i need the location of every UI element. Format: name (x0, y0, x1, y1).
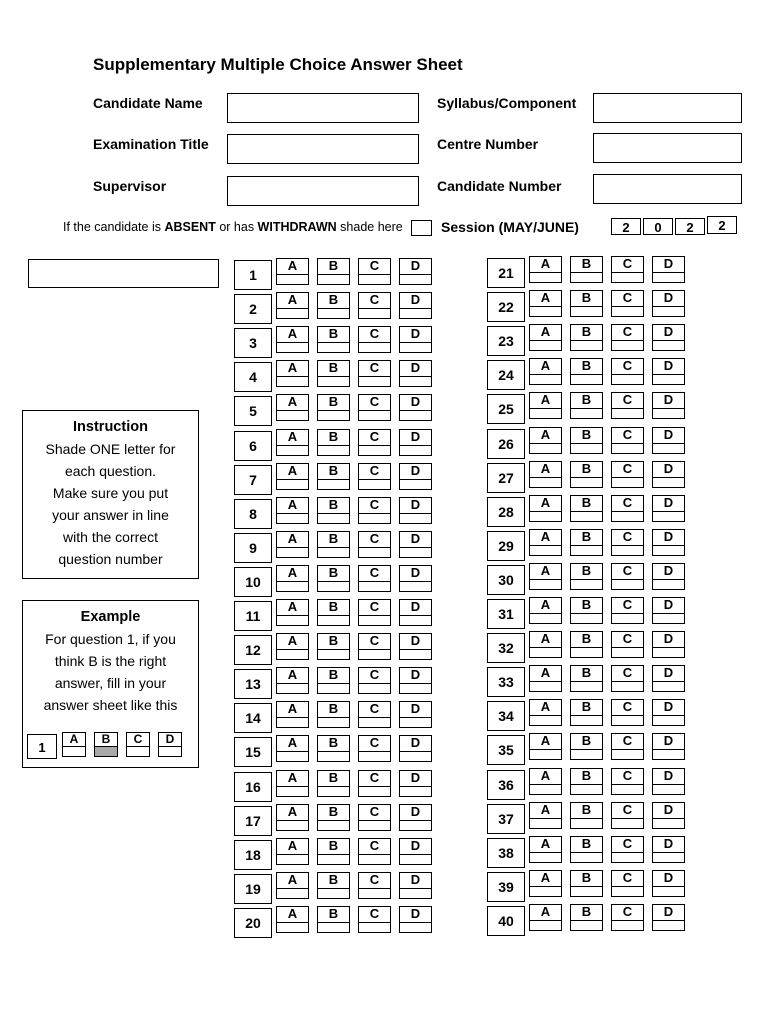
session-year-digit: 2 (675, 218, 705, 235)
answer-option-b[interactable]: B (570, 358, 603, 385)
question-row (234, 258, 434, 292)
answer-option-d[interactable]: D (652, 256, 685, 283)
question-number: 37 (487, 804, 525, 834)
answer-option-b[interactable]: B (570, 529, 603, 556)
answer-option-c[interactable]: C (611, 290, 644, 317)
answer-option-c[interactable]: C (611, 529, 644, 556)
answer-option-a[interactable]: A (276, 531, 309, 558)
answer-option-a[interactable]: A (529, 768, 562, 795)
answer-option-a[interactable]: A (529, 256, 562, 283)
instruction-line: Shade ONE letter for (45, 441, 176, 457)
answer-option-b[interactable]: B (317, 531, 350, 558)
answer-option-a[interactable]: A (529, 358, 562, 385)
answer-option-d[interactable]: D (652, 290, 685, 317)
examination-title-label: Examination Title (93, 136, 209, 152)
answer-option-a[interactable]: A (276, 667, 309, 694)
answer-option-c[interactable]: C (358, 735, 391, 762)
example-option-b-shaded: B (94, 732, 118, 757)
answer-option-b[interactable]: B (317, 326, 350, 353)
question-number: 5 (234, 396, 272, 426)
question-row (487, 802, 687, 836)
question-row (487, 699, 687, 733)
question-number: 2 (234, 294, 272, 324)
question-row (234, 667, 434, 701)
answer-option-d[interactable]: D (399, 599, 432, 626)
answer-option-d[interactable]: D (399, 838, 432, 865)
example-question-number: 1 (27, 734, 57, 759)
answer-option-b[interactable]: B (317, 258, 350, 285)
answer-option-d[interactable]: D (399, 770, 432, 797)
sheet-title: Supplementary Multiple Choice Answer Sheet (93, 55, 463, 74)
answer-option-d[interactable]: D (652, 324, 685, 351)
answer-option-c[interactable]: C (358, 360, 391, 387)
answer-option-c[interactable]: C (358, 701, 391, 728)
answer-option-d[interactable]: D (652, 768, 685, 795)
answer-option-b[interactable]: B (570, 699, 603, 726)
answer-option-c[interactable]: C (611, 768, 644, 795)
answer-option-d[interactable]: D (652, 392, 685, 419)
answer-option-a[interactable]: A (276, 360, 309, 387)
answer-option-c[interactable]: C (611, 358, 644, 385)
answer-option-a[interactable]: A (529, 529, 562, 556)
answer-option-d[interactable]: D (652, 597, 685, 624)
answer-option-c[interactable]: C (611, 563, 644, 590)
question-row (234, 394, 434, 428)
question-row (234, 633, 434, 667)
answer-option-a[interactable]: A (276, 770, 309, 797)
answer-option-c[interactable]: C (611, 802, 644, 829)
answer-option-b[interactable]: B (317, 735, 350, 762)
answer-option-a[interactable]: A (276, 565, 309, 592)
answer-option-d[interactable]: D (652, 802, 685, 829)
answer-option-b[interactable]: B (570, 461, 603, 488)
answer-option-d[interactable]: D (399, 633, 432, 660)
question-number: 6 (234, 431, 272, 461)
answer-option-d[interactable]: D (652, 733, 685, 760)
question-number: 31 (487, 599, 525, 629)
answer-option-a[interactable]: A (276, 463, 309, 490)
question-row (487, 256, 687, 290)
answer-option-a[interactable]: A (529, 597, 562, 624)
instruction-line: each question. (64, 463, 157, 479)
answer-option-c[interactable]: C (611, 461, 644, 488)
answer-option-a[interactable]: A (276, 599, 309, 626)
question-row (487, 836, 687, 870)
question-number: 14 (234, 703, 272, 733)
question-row (487, 324, 687, 358)
answer-option-b[interactable]: B (570, 290, 603, 317)
example-row (27, 732, 192, 760)
answer-option-d[interactable]: D (399, 258, 432, 285)
candidate-number-field[interactable] (593, 174, 742, 204)
answer-option-b[interactable]: B (570, 324, 603, 351)
answer-option-c[interactable]: C (611, 427, 644, 454)
answer-option-a[interactable]: A (529, 392, 562, 419)
answer-option-d[interactable]: D (652, 699, 685, 726)
question-number: 12 (234, 635, 272, 665)
question-number: 20 (234, 908, 272, 938)
answer-option-b[interactable]: B (570, 427, 603, 454)
answer-option-b[interactable]: B (570, 597, 603, 624)
question-row (234, 565, 434, 599)
answer-option-c[interactable]: C (358, 258, 391, 285)
answer-option-a[interactable]: A (276, 872, 309, 899)
answer-option-c[interactable]: C (611, 699, 644, 726)
answer-option-c[interactable]: C (358, 463, 391, 490)
question-number: 22 (487, 292, 525, 322)
absent-checkbox[interactable] (411, 220, 432, 236)
answer-option-a[interactable]: A (529, 836, 562, 863)
answer-option-d[interactable]: D (652, 631, 685, 658)
session-year-digit: 2 (707, 216, 737, 234)
centre-number-field[interactable] (593, 133, 742, 163)
answer-option-c[interactable]: C (611, 392, 644, 419)
absent-instruction: If the candidate is ABSENT or has WITHDRAWN shade here (63, 220, 403, 234)
question-number: 3 (234, 328, 272, 358)
answer-option-a[interactable]: A (276, 906, 309, 933)
question-number: 18 (234, 840, 272, 870)
example-option-d: D (158, 732, 182, 757)
answer-option-b[interactable]: B (570, 563, 603, 590)
answer-option-c[interactable]: C (611, 870, 644, 897)
question-row (234, 429, 434, 463)
example-line: For question 1, if you (45, 631, 176, 647)
answer-option-b[interactable]: B (570, 392, 603, 419)
question-number: 10 (234, 567, 272, 597)
question-row (234, 735, 434, 769)
answer-option-a[interactable]: A (529, 631, 562, 658)
question-number: 9 (234, 533, 272, 563)
question-number: 39 (487, 872, 525, 902)
answer-option-c[interactable]: C (611, 836, 644, 863)
question-number: 17 (234, 806, 272, 836)
question-row (234, 770, 434, 804)
answer-option-c[interactable]: C (358, 804, 391, 831)
answer-option-a[interactable]: A (276, 292, 309, 319)
answer-option-c[interactable]: C (611, 904, 644, 931)
answer-option-a[interactable]: A (276, 838, 309, 865)
answer-option-b[interactable]: B (570, 836, 603, 863)
question-number: 21 (487, 258, 525, 288)
instruction-line: Make sure you put (52, 485, 169, 501)
answer-option-c[interactable]: C (358, 531, 391, 558)
answer-option-b[interactable]: B (317, 667, 350, 694)
answer-option-c[interactable]: C (611, 597, 644, 624)
answer-option-a[interactable]: A (529, 324, 562, 351)
question-row (487, 631, 687, 665)
answer-option-a[interactable]: A (529, 495, 562, 522)
answer-option-d[interactable]: D (399, 326, 432, 353)
answer-option-b[interactable]: B (317, 497, 350, 524)
answer-option-c[interactable]: C (611, 495, 644, 522)
answer-option-c[interactable]: C (358, 326, 391, 353)
question-number: 19 (234, 874, 272, 904)
question-row (234, 463, 434, 497)
answer-option-d[interactable]: D (652, 461, 685, 488)
answer-option-a[interactable]: A (529, 665, 562, 692)
answer-option-a[interactable]: A (529, 870, 562, 897)
answer-option-a[interactable]: A (529, 699, 562, 726)
session-year-digit: 0 (643, 218, 673, 235)
answer-option-b[interactable]: B (317, 360, 350, 387)
blank-entry-box[interactable] (28, 259, 219, 288)
answer-option-c[interactable]: C (358, 906, 391, 933)
question-row (487, 870, 687, 904)
answer-option-b[interactable]: B (317, 804, 350, 831)
answer-option-d[interactable]: D (652, 836, 685, 863)
answer-option-d[interactable]: D (399, 531, 432, 558)
answer-option-c[interactable]: C (358, 633, 391, 660)
question-number: 38 (487, 838, 525, 868)
question-number: 34 (487, 701, 525, 731)
answer-option-d[interactable]: D (652, 870, 685, 897)
answer-option-a[interactable]: A (276, 497, 309, 524)
answer-option-d[interactable]: D (652, 358, 685, 385)
answer-option-a[interactable]: A (276, 258, 309, 285)
answer-option-c[interactable]: C (358, 394, 391, 421)
question-number: 23 (487, 326, 525, 356)
question-row (234, 326, 434, 360)
answer-option-d[interactable]: D (399, 735, 432, 762)
candidate-name-label: Candidate Name (93, 95, 203, 111)
answer-option-b[interactable]: B (317, 599, 350, 626)
answer-option-c[interactable]: C (358, 292, 391, 319)
question-number: 32 (487, 633, 525, 663)
question-number: 25 (487, 394, 525, 424)
answer-option-d[interactable]: D (399, 906, 432, 933)
question-row (487, 665, 687, 699)
question-number: 29 (487, 531, 525, 561)
centre-number-label: Centre Number (437, 136, 539, 152)
answer-option-b[interactable]: B (570, 733, 603, 760)
answer-option-a[interactable]: A (276, 326, 309, 353)
question-number: 15 (234, 737, 272, 767)
example-heading: Example (80, 609, 141, 625)
question-row (234, 531, 434, 565)
example-line: answer, fill in your (54, 675, 167, 691)
answer-option-d[interactable]: D (652, 665, 685, 692)
question-number: 8 (234, 499, 272, 529)
question-number: 26 (487, 429, 525, 459)
answer-option-d[interactable]: D (399, 360, 432, 387)
answer-option-c[interactable]: C (358, 497, 391, 524)
answer-option-d[interactable]: D (399, 872, 432, 899)
question-row (234, 838, 434, 872)
question-row (234, 360, 434, 394)
answer-option-c[interactable]: C (611, 631, 644, 658)
answer-option-d[interactable]: D (652, 904, 685, 931)
answer-option-c[interactable]: C (611, 733, 644, 760)
syllabus-component-field[interactable] (593, 93, 742, 123)
answer-option-c[interactable]: C (611, 324, 644, 351)
answer-option-b[interactable]: B (570, 665, 603, 692)
answer-option-c[interactable]: C (358, 667, 391, 694)
question-row (234, 292, 434, 326)
candidate-number-label: Candidate Number (437, 178, 562, 194)
answer-option-a[interactable]: A (276, 429, 309, 456)
answer-option-d[interactable]: D (652, 563, 685, 590)
answer-option-a[interactable]: A (529, 427, 562, 454)
answer-option-a[interactable]: A (529, 733, 562, 760)
answer-option-a[interactable]: A (276, 701, 309, 728)
session-label: Session (MAY/JUNE) (441, 219, 579, 235)
examination-title-field[interactable] (227, 134, 419, 164)
answer-option-b[interactable]: B (570, 495, 603, 522)
question-number: 33 (487, 667, 525, 697)
answer-option-b[interactable]: B (570, 870, 603, 897)
question-row (487, 461, 687, 495)
answer-option-b[interactable]: B (317, 838, 350, 865)
answer-option-d[interactable]: D (652, 495, 685, 522)
instruction-line: question number (58, 551, 163, 567)
answer-option-b[interactable]: B (317, 429, 350, 456)
answer-option-a[interactable]: A (276, 633, 309, 660)
question-number: 11 (234, 601, 272, 631)
question-row (487, 358, 687, 392)
answer-option-d[interactable]: D (399, 394, 432, 421)
example-option-a: A (62, 732, 86, 757)
example-option-c: C (126, 732, 150, 757)
answer-option-c[interactable]: C (358, 599, 391, 626)
answer-option-b[interactable]: B (317, 770, 350, 797)
answer-option-b[interactable]: B (317, 633, 350, 660)
answer-option-b[interactable]: B (317, 394, 350, 421)
instruction-line: your answer in line (52, 507, 169, 523)
answer-option-d[interactable]: D (652, 529, 685, 556)
answer-option-d[interactable]: D (399, 701, 432, 728)
answer-option-b[interactable]: B (317, 565, 350, 592)
question-row (234, 497, 434, 531)
question-number: 13 (234, 669, 272, 699)
answer-option-c[interactable]: C (358, 565, 391, 592)
answer-option-d[interactable]: D (652, 427, 685, 454)
answer-option-b[interactable]: B (570, 631, 603, 658)
question-row (234, 701, 434, 735)
question-row (234, 804, 434, 838)
answer-option-c[interactable]: C (358, 429, 391, 456)
question-number: 28 (487, 497, 525, 527)
answer-option-a[interactable]: A (529, 461, 562, 488)
answer-option-d[interactable]: D (399, 565, 432, 592)
instruction-panel (22, 410, 199, 579)
answer-option-d[interactable]: D (399, 804, 432, 831)
supervisor-field[interactable] (227, 176, 419, 206)
answer-option-b[interactable]: B (317, 872, 350, 899)
question-row (487, 427, 687, 461)
question-row (487, 733, 687, 767)
question-number: 4 (234, 362, 272, 392)
answer-option-c[interactable]: C (358, 770, 391, 797)
example-line: think B is the right (54, 653, 167, 669)
instruction-heading: Instruction (73, 419, 148, 435)
instruction-line: with the correct (63, 529, 158, 545)
answer-option-a[interactable]: A (276, 735, 309, 762)
answer-option-d[interactable]: D (399, 497, 432, 524)
question-row (487, 904, 687, 938)
question-number: 30 (487, 565, 525, 595)
answer-option-b[interactable]: B (570, 256, 603, 283)
question-row (487, 495, 687, 529)
question-row (234, 599, 434, 633)
question-row (487, 597, 687, 631)
answer-option-c[interactable]: C (611, 256, 644, 283)
question-number: 24 (487, 360, 525, 390)
answer-option-c[interactable]: C (358, 838, 391, 865)
supervisor-label: Supervisor (93, 178, 167, 194)
answer-option-b[interactable]: B (317, 906, 350, 933)
answer-option-d[interactable]: D (399, 667, 432, 694)
question-number: 16 (234, 772, 272, 802)
answer-option-d[interactable]: D (399, 292, 432, 319)
answer-option-a[interactable]: A (529, 904, 562, 931)
answer-option-b[interactable]: B (317, 701, 350, 728)
question-number: 40 (487, 906, 525, 936)
question-number: 27 (487, 463, 525, 493)
example-line: answer sheet like this (43, 697, 178, 713)
answer-option-d[interactable]: D (399, 429, 432, 456)
question-row (234, 906, 434, 940)
answer-option-b[interactable]: B (317, 292, 350, 319)
answer-option-c[interactable]: C (611, 665, 644, 692)
answer-option-b[interactable]: B (570, 904, 603, 931)
answer-option-b[interactable]: B (317, 463, 350, 490)
answer-option-a[interactable]: A (529, 563, 562, 590)
question-row (487, 529, 687, 563)
question-row (487, 768, 687, 802)
question-number: 35 (487, 735, 525, 765)
question-row (487, 563, 687, 597)
answer-option-b[interactable]: B (570, 802, 603, 829)
answer-option-a[interactable]: A (529, 290, 562, 317)
answer-option-d[interactable]: D (399, 463, 432, 490)
question-number: 36 (487, 770, 525, 800)
question-row (487, 290, 687, 324)
syllabus-component-label: Syllabus/Component (437, 95, 577, 111)
answer-option-a[interactable]: A (276, 804, 309, 831)
answer-option-c[interactable]: C (358, 872, 391, 899)
answer-option-a[interactable]: A (529, 802, 562, 829)
session-year-digit: 2 (611, 218, 641, 235)
question-number: 7 (234, 465, 272, 495)
question-row (487, 392, 687, 426)
answer-option-a[interactable]: A (276, 394, 309, 421)
answer-option-b[interactable]: B (570, 768, 603, 795)
question-row (234, 872, 434, 906)
question-number: 1 (234, 260, 272, 290)
candidate-name-field[interactable] (227, 93, 419, 123)
